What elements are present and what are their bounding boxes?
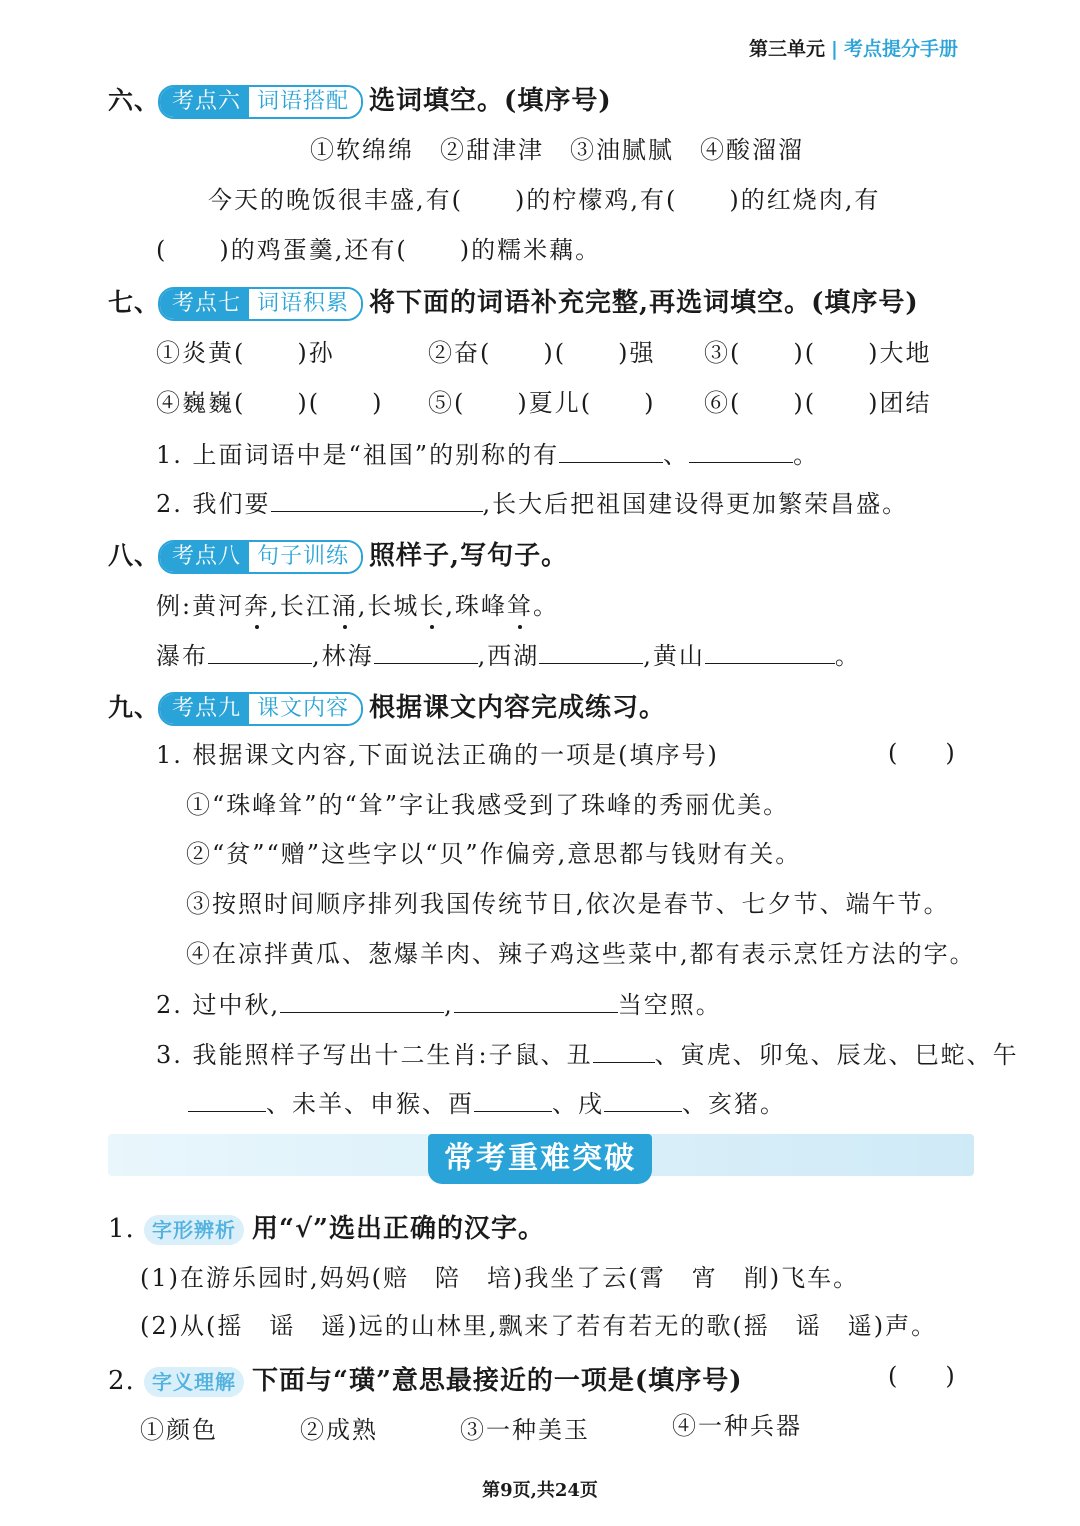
section-banner-title: 常考重难突破: [428, 1134, 652, 1184]
word-options: ①软绵绵 ②甜津津 ③油腻腻 ④酸溜溜: [310, 136, 804, 164]
question-text: 3. 我能照样子写出十二生肖:子鼠、丑: [156, 1041, 593, 1069]
practice-text: 瀑布: [156, 642, 208, 670]
choice-line: (2)从(摇 谣 遥)远的山林里,飘来了若有若无的歌(摇 谣 遥)声。: [140, 1312, 938, 1340]
choice-option: ③按照时间顺序排列我国传统节日,依次是春节、七夕节、端午节。: [186, 890, 950, 918]
section-7-heading: [108, 282, 919, 321]
idiom-item: ④巍巍( )( ): [156, 389, 384, 417]
answer-paren[interactable]: ( ): [888, 739, 955, 767]
emphasized-char: 长: [419, 586, 445, 621]
idiom-item: ⑤( )夏儿( ): [428, 389, 656, 417]
answer-blank[interactable]: [454, 992, 618, 1013]
choice-option: ①“珠峰耸”的“耸”字让我感受到了珠峰的秀丽优美。: [186, 791, 790, 819]
choice-option: ②成熟: [300, 1416, 378, 1444]
topic-tag-index: 考点六: [160, 87, 249, 117]
example-sentence: [156, 586, 559, 621]
practice-1-heading: [108, 1208, 545, 1245]
section-instruction: 照样子,写句子。: [369, 541, 569, 571]
page-number: 第9页,共24页: [482, 1480, 598, 1501]
answer-blank[interactable]: [271, 491, 483, 512]
topic-tag-name: 课文内容: [249, 694, 361, 724]
idiom-item: ③( )( )大地: [704, 339, 932, 367]
choice-option: ②“贫”“赠”这些字以“贝”作偏旁,意思都与钱财有关。: [186, 840, 802, 868]
unit-label: 第三单元: [749, 38, 826, 60]
choice-line: (1)在游乐园时,妈妈(赔 陪 培)我坐了云(霄 宵 削)飞车。: [140, 1264, 860, 1292]
choice-option: ④在凉拌黄瓜、葱爆羊肉、辣子鸡这些菜中,都有表示烹饪方法的字。: [186, 940, 976, 968]
answer-blank[interactable]: [474, 1091, 552, 1112]
question-line: [156, 435, 819, 470]
question-text: 、戌: [552, 1090, 604, 1118]
question-line: [156, 1035, 1019, 1070]
answer-blank[interactable]: [593, 1042, 655, 1063]
answer-blank[interactable]: [539, 643, 643, 664]
topic-tag-name: 词语搭配: [249, 87, 361, 117]
answer-blank[interactable]: [705, 643, 835, 664]
page-header: [749, 34, 958, 61]
question-line: [156, 985, 722, 1020]
answer-paren[interactable]: ( ): [888, 1362, 955, 1390]
answer-blank[interactable]: [689, 442, 793, 463]
practice-text: 。: [834, 642, 861, 670]
section-instruction: 将下面的词语补充完整,再选词填空。(填序号): [369, 288, 919, 318]
idiom-item: ①炎黄( )孙: [156, 339, 335, 367]
answer-blank[interactable]: [604, 1091, 682, 1112]
section-number: 九、: [108, 693, 161, 722]
section-number: 六、: [108, 86, 161, 115]
idiom-item: ⑥( )( )团结: [704, 389, 932, 417]
answer-blank[interactable]: [280, 992, 444, 1013]
header-divider: |: [831, 38, 838, 60]
choice-option: ④一种兵器: [672, 1412, 802, 1440]
question-text: 1. 根据课文内容,下面说法正确的一项是(填序号): [156, 741, 719, 769]
question-instruction: 下面与“璜”意思最接近的一项是(填序号): [252, 1366, 743, 1396]
category-chip: 字形辨析: [144, 1215, 244, 1245]
question-text: 、寅虎、卯兔、辰龙、巳蛇、午: [654, 1041, 1019, 1069]
topic-tag-name: 词语积累: [249, 289, 361, 319]
example-text: ,长江: [270, 592, 332, 620]
topic-tag: [158, 287, 363, 321]
emphasized-char: 涌: [332, 586, 358, 621]
question-number: 2.: [108, 1366, 135, 1396]
question-text: ,长大后把祖国建设得更加繁荣昌盛。: [482, 490, 909, 518]
question-instruction: 用“√”选出正确的汉字。: [252, 1214, 545, 1244]
fill-sentence-line: 今天的晚饭很丰盛,有( )的柠檬鸡,有( )的红烧肉,有: [208, 186, 881, 214]
section-number: 七、: [108, 288, 161, 317]
section-9-heading: [108, 687, 666, 726]
topic-tag: [158, 85, 363, 119]
section-6-heading: [108, 80, 612, 119]
answer-blank[interactable]: [559, 442, 663, 463]
section-instruction: 根据课文内容完成练习。: [369, 693, 667, 723]
question-text: 当空照。: [617, 991, 722, 1019]
section-number: 八、: [108, 541, 161, 570]
question-line: [188, 1084, 786, 1119]
emphasized-char: 奔: [244, 586, 270, 621]
example-text: 黄河: [192, 592, 245, 620]
topic-tag-index: 考点八: [160, 542, 249, 572]
topic-tag-name: 句子训练: [249, 542, 361, 572]
section-8-heading: [108, 535, 568, 574]
practice-text: ,林海: [312, 642, 374, 670]
practice-text: ,西湖: [477, 642, 540, 670]
practice-sentence: [156, 636, 861, 671]
answer-blank[interactable]: [208, 643, 312, 664]
question-text: 、: [663, 441, 690, 469]
example-text: ,珠峰: [445, 592, 508, 620]
topic-tag: [158, 692, 363, 726]
question-text: 、未羊、申猴、酉: [266, 1090, 474, 1118]
example-prefix: 例:: [156, 592, 193, 620]
emphasized-char: 耸: [507, 586, 533, 621]
question-number: 1.: [108, 1214, 135, 1244]
fill-sentence-line: ( )的鸡蛋羹,还有( )的糯米藕。: [156, 236, 602, 264]
choice-option: ①颜色: [140, 1416, 218, 1444]
topic-tag-index: 考点九: [160, 694, 249, 724]
topic-tag: [158, 540, 363, 574]
example-text: ,长城: [357, 592, 420, 620]
question-text: 、亥猪。: [682, 1090, 786, 1118]
practice-text: ,黄山: [643, 642, 705, 670]
answer-blank[interactable]: [188, 1091, 266, 1112]
question-text: 1. 上面词语中是“祖国”的别称的有: [156, 441, 560, 469]
idiom-item: ②奋( )( )强: [428, 339, 656, 367]
question-text: 2. 过中秋,: [156, 991, 281, 1019]
question-text: 2. 我们要: [156, 490, 271, 518]
question-text: ,: [444, 991, 454, 1019]
question-line: [156, 484, 908, 519]
topic-tag-index: 考点七: [160, 289, 249, 319]
category-chip: 字义理解: [144, 1367, 244, 1397]
choice-option: ③一种美玉: [460, 1416, 590, 1444]
example-text: 。: [533, 592, 560, 620]
question-text: 。: [793, 441, 820, 469]
practice-2-heading: [108, 1360, 743, 1397]
answer-blank[interactable]: [374, 643, 478, 664]
section-instruction: 选词填空。(填序号): [369, 86, 612, 116]
book-title: 考点提分手册: [843, 38, 958, 60]
